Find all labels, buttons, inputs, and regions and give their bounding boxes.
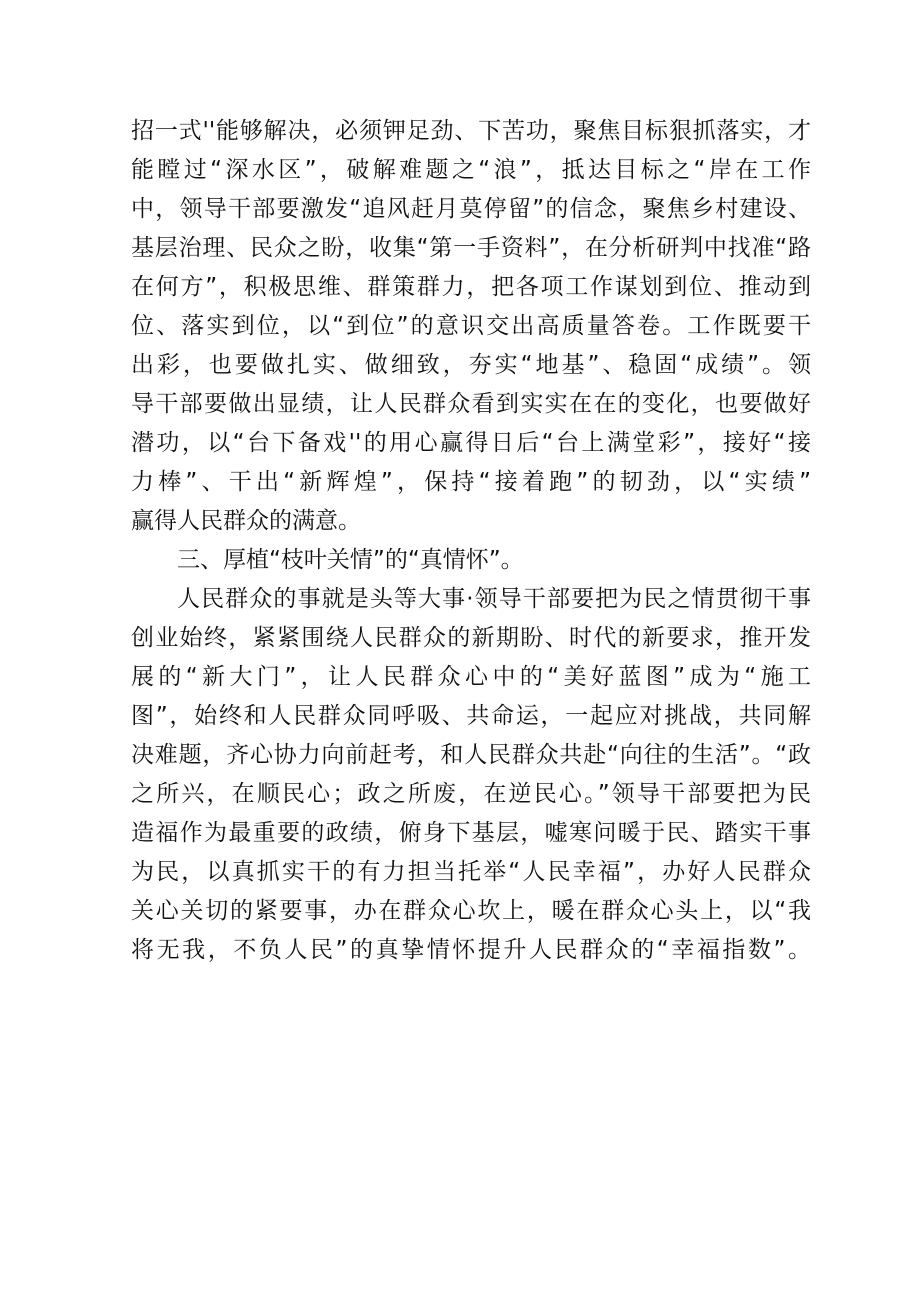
text-line: 导干部要做出显绩，让人民群众看到实实在在的变化，也要做好 xyxy=(131,391,811,417)
text-line: 能瞠过“深水区”，破解难题之“浪”，抵达目标之“岸在工作 xyxy=(131,157,811,183)
text-line: 人民群众的事就是头等大事·领导干部要把为民之情贯彻干事 xyxy=(177,586,811,612)
text-line: 位、落实到位，以“到位”的意识交出高质量答卷。工作既要干 xyxy=(131,313,811,339)
text-line: 基层治理、民众之盼，收集“第一手资料”，在分析研判中找准“路 xyxy=(131,235,811,261)
text-line: 赢得人民群众的满意。 xyxy=(131,508,361,534)
document-body xyxy=(131,112,811,970)
text-line: 图”，始终和人民群众同呼吸、共命运，一起应对挑战，共同解 xyxy=(131,703,811,729)
text-line: 展的“新大门”，让人民群众心中的“美好蓝图”成为“施工 xyxy=(131,664,811,690)
text-line: 在何方”，积极思维、群策群力，把各项工作谋划到位、推动到 xyxy=(131,274,811,300)
text-line: 潜功，以“台下备戏''的用心赢得日后“台上满堂彩”，接好“接 xyxy=(131,430,811,456)
text-line: 之所兴，在顺民心；政之所废，在逆民心。”领导干部要把为民 xyxy=(131,781,811,807)
text-line: 创业始终，紧紧围绕人民群众的新期盼、时代的新要求，推开发 xyxy=(131,625,811,651)
text-line: 将无我，不负人民”的真挚情怀提升人民群众的“幸福指数”。 xyxy=(131,937,811,963)
text-line: 造福作为最重要的政绩，俯身下基层，嘘寒问暖于民、踏实干事 xyxy=(131,820,811,846)
text-line: 力棒”、干出“新辉煌”，保持“接着跑”的韧劲，以“实绩” xyxy=(131,469,811,495)
section-heading: 三、厚植“枝叶关情”的“真情怀”。 xyxy=(177,547,524,573)
text-line: 决难题，齐心协力向前赶考，和人民群众共赴“向往的生活”。“政 xyxy=(131,742,811,768)
text-line: 关心关切的紧要事，办在群众心坎上，暖在群众心头上，以“我 xyxy=(131,898,811,924)
text-line: 出彩，也要做扎实、做细致，夯实“地基”、稳固“成绩”。领 xyxy=(131,352,811,378)
text-line: 为民，以真抓实干的有力担当托举“人民幸福”，办好人民群众 xyxy=(131,859,811,885)
text-line: 招一式''能够解决，必须钾足劲、下苦功，聚焦目标狠抓落实，才 xyxy=(131,118,811,144)
text-line: 中，领导干部要激发“追风赶月莫停留”的信念，聚焦乡村建设、 xyxy=(131,196,811,222)
